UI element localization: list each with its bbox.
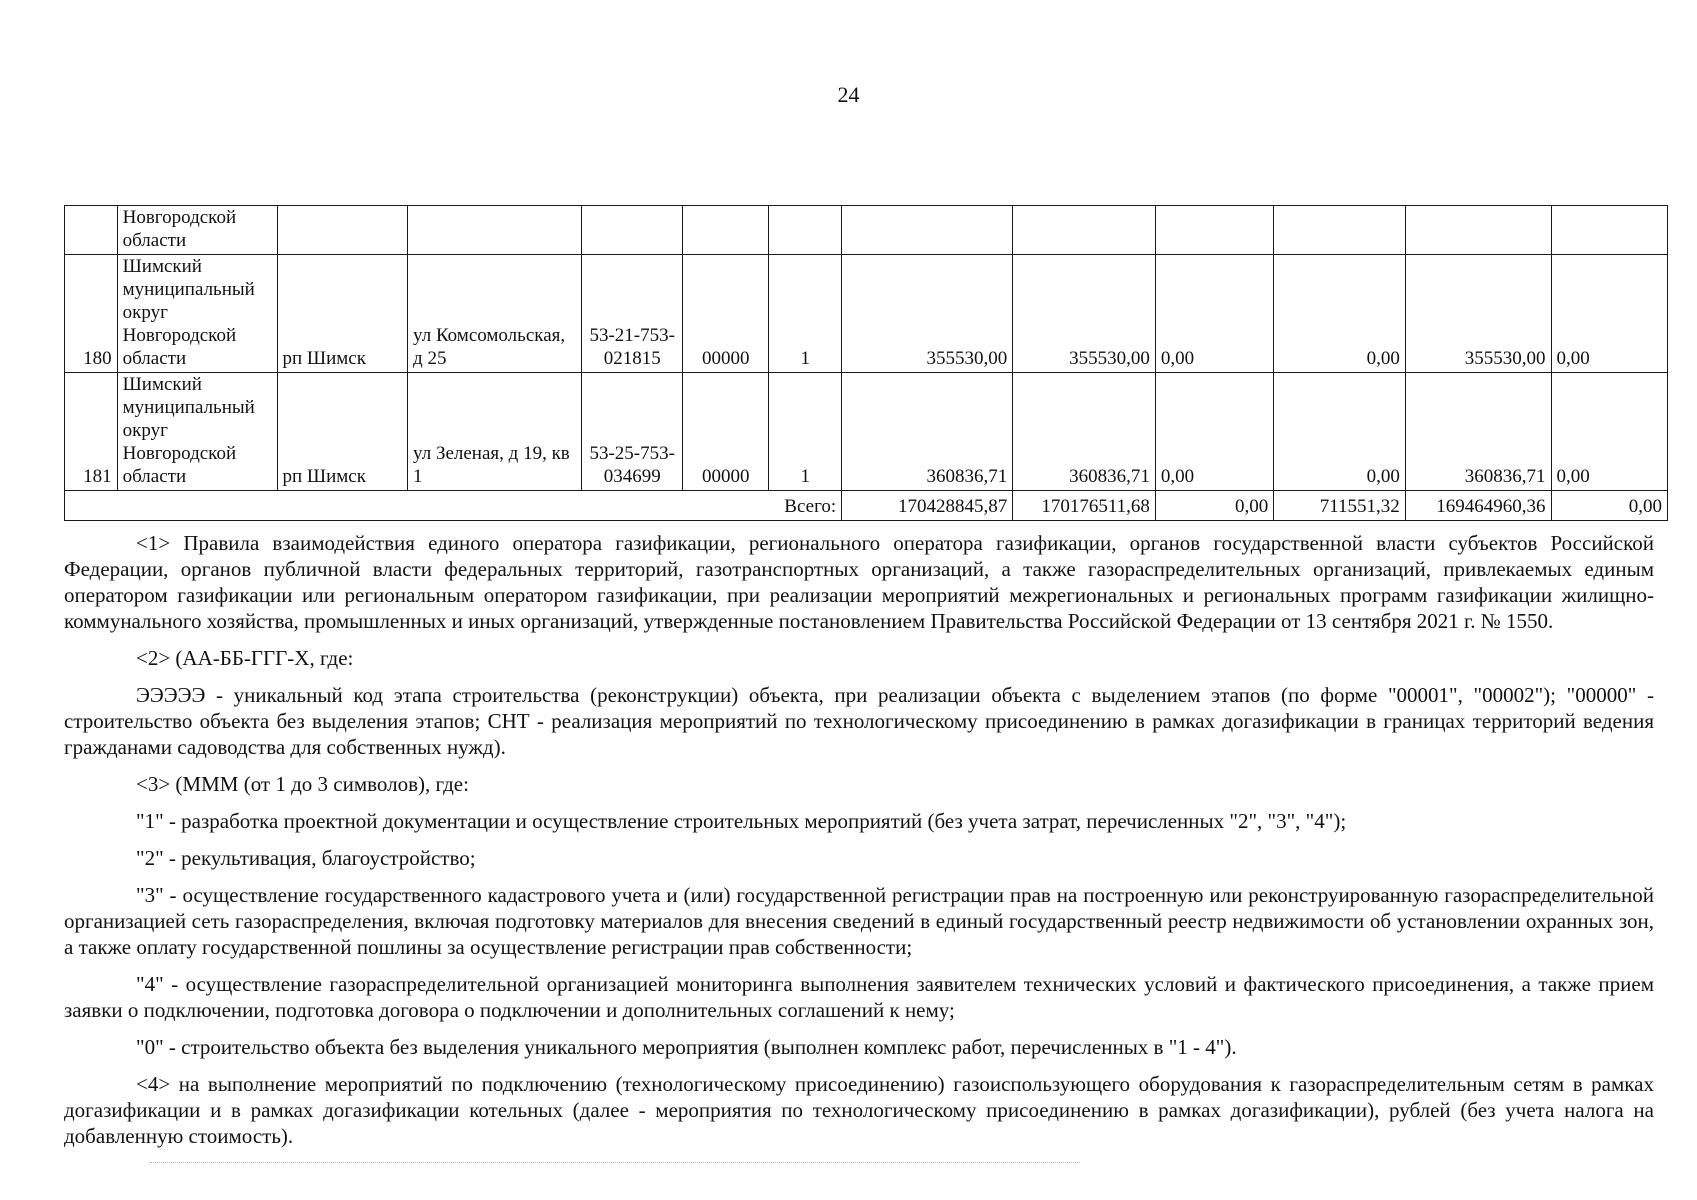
footnote-3: <3> (МММ (от 1 до 3 символов), где: bbox=[136, 772, 469, 796]
footnote-3-item-3: "3" - осуществление государственного кадастрового учета и (или) государственной регистрации прав на построенную или реконструированную газораспределительной организацией сеть газораспределения, включая подготовку материалов для внесения сведений в единый государственный реестр недвижимости об установлении охранных зон, а также оплату государственной пошлины за осуществление регистрации прав собственности; bbox=[64, 883, 1654, 959]
footnote-2: <2> (АА-ББ-ГГГ-Х, где: bbox=[136, 646, 354, 670]
footnote-4: <4> на выполнение мероприятий по подключению (технологическому присоединению) газоиспользующего оборудования к газораспределительным сетям в рамках догазификации и в рамках догазификации котельных (далее - мероприятия по технологическому присоединению в рамках догазификации), рублей (без учета налога на добавленную стоимость). bbox=[64, 1072, 1654, 1148]
cell-municipality: Шимский муниципальный округ Новгородской области bbox=[117, 373, 277, 491]
gasification-table bbox=[64, 205, 1668, 521]
cell-value-3: 0,00 bbox=[1155, 255, 1273, 373]
table-row bbox=[65, 255, 1668, 373]
scan-artifact-line bbox=[150, 1162, 1080, 1166]
page-number: 24 bbox=[837, 82, 860, 107]
footnote-3-item-2: "2" - рекультивация, благоустройство; bbox=[136, 846, 476, 870]
total-value-1: 170428845,87 bbox=[842, 491, 1013, 521]
cell-value-6: 0,00 bbox=[1551, 373, 1667, 491]
table-row bbox=[65, 373, 1668, 491]
cell-value-5 bbox=[1405, 206, 1551, 255]
cell-value-2 bbox=[1013, 206, 1156, 255]
cell-object-code bbox=[582, 206, 683, 255]
cell-stage-code bbox=[683, 206, 769, 255]
cell-stage-code: 00000 bbox=[683, 373, 769, 491]
cell-row-number: 181 bbox=[65, 373, 118, 491]
total-label: Всего: bbox=[65, 491, 842, 521]
cell-address: ул Комсомольская, д 25 bbox=[408, 255, 582, 373]
cell-measure-code: 1 bbox=[769, 373, 842, 491]
cell-measure-code: 1 bbox=[769, 255, 842, 373]
cell-value-6 bbox=[1551, 206, 1667, 255]
table-total-row bbox=[65, 491, 1668, 521]
footnote-3-item-0: "0" - строительство объекта без выделения уникального мероприятия (выполнен комплекс работ, перечисленных в "1 - 4"). bbox=[136, 1035, 1237, 1059]
total-value-2: 170176511,68 bbox=[1013, 491, 1156, 521]
total-value-4: 711551,32 bbox=[1274, 491, 1406, 521]
cell-value-2: 360836,71 bbox=[1013, 373, 1156, 491]
cell-value-4: 0,00 bbox=[1274, 255, 1406, 373]
footnote-3-item-4: "4" - осуществление газораспределительной организацией мониторинга выполнения заявителем технических условий и фактического присоединения, а также прием заявки о подключении, подготовка договора о подключении и дополнительных соглашений к нему; bbox=[64, 972, 1654, 1022]
cell-row-number: 180 bbox=[65, 255, 118, 373]
total-value-6: 0,00 bbox=[1551, 491, 1667, 521]
cell-value-1 bbox=[842, 206, 1013, 255]
total-value-3: 0,00 bbox=[1155, 491, 1273, 521]
cell-value-6: 0,00 bbox=[1551, 255, 1667, 373]
cell-address: ул Зеленая, д 19, кв 1 bbox=[408, 373, 582, 491]
cell-value-5: 360836,71 bbox=[1405, 373, 1551, 491]
footnote-2-stage-code: ЭЭЭЭЭ - уникальный код этапа строительства (реконструкции) объекта, при реализации объекта с выделением этапов (по форме "00001", "00002"); "00000" - строительство объекта без выделения этапов; СНТ - реализация мероприятий по технологическому присоединению в рамках догазификации в границах территорий ведения гражданами садоводства для собственных нужд). bbox=[64, 683, 1654, 759]
cell-value-5: 355530,00 bbox=[1405, 255, 1551, 373]
cell-value-2: 355530,00 bbox=[1013, 255, 1156, 373]
footnote-1: <1> Правила взаимодействия единого оператора газификации, регионального оператора газификации, органов государственной власти субъектов Российской Федерации, органов публичной власти федеральных территорий, газотранспортных организаций, а также газораспределительных организаций, привлекаемых единым оператором газификации или региональным оператором газификации, при реализации мероприятий межрегиональных и региональных программ газификации жилищно-коммунального хозяйства, промышленных и иных организаций, утвержденные постановлением Правительства Российской Федерации от 13 сентября 2021 г. № 1550. bbox=[64, 531, 1654, 633]
total-value-5: 169464960,36 bbox=[1405, 491, 1551, 521]
cell-value-1: 360836,71 bbox=[842, 373, 1013, 491]
cell-object-code: 53-25-753-034699 bbox=[582, 373, 683, 491]
cell-value-4 bbox=[1274, 206, 1406, 255]
cell-measure-code bbox=[769, 206, 842, 255]
cell-municipality: Новгородской области bbox=[117, 206, 277, 255]
cell-settlement: рп Шимск bbox=[277, 373, 408, 491]
cell-value-4: 0,00 bbox=[1274, 373, 1406, 491]
cell-settlement bbox=[277, 206, 408, 255]
footnote-3-item-1: "1" - разработка проектной документации и осуществление строительных мероприятий (без учета затрат, перечисленных "2", "3", "4"); bbox=[136, 809, 1347, 833]
table-row-continuation bbox=[65, 206, 1668, 255]
cell-stage-code: 00000 bbox=[683, 255, 769, 373]
cell-address bbox=[408, 206, 582, 255]
cell-municipality: Шимский муниципальный округ Новгородской области bbox=[117, 255, 277, 373]
cell-row-number bbox=[65, 206, 118, 255]
cell-value-1: 355530,00 bbox=[842, 255, 1013, 373]
cell-value-3 bbox=[1155, 206, 1273, 255]
cell-value-3: 0,00 bbox=[1155, 373, 1273, 491]
cell-object-code: 53-21-753-021815 bbox=[582, 255, 683, 373]
footnotes bbox=[64, 530, 1654, 1160]
cell-settlement: рп Шимск bbox=[277, 255, 408, 373]
